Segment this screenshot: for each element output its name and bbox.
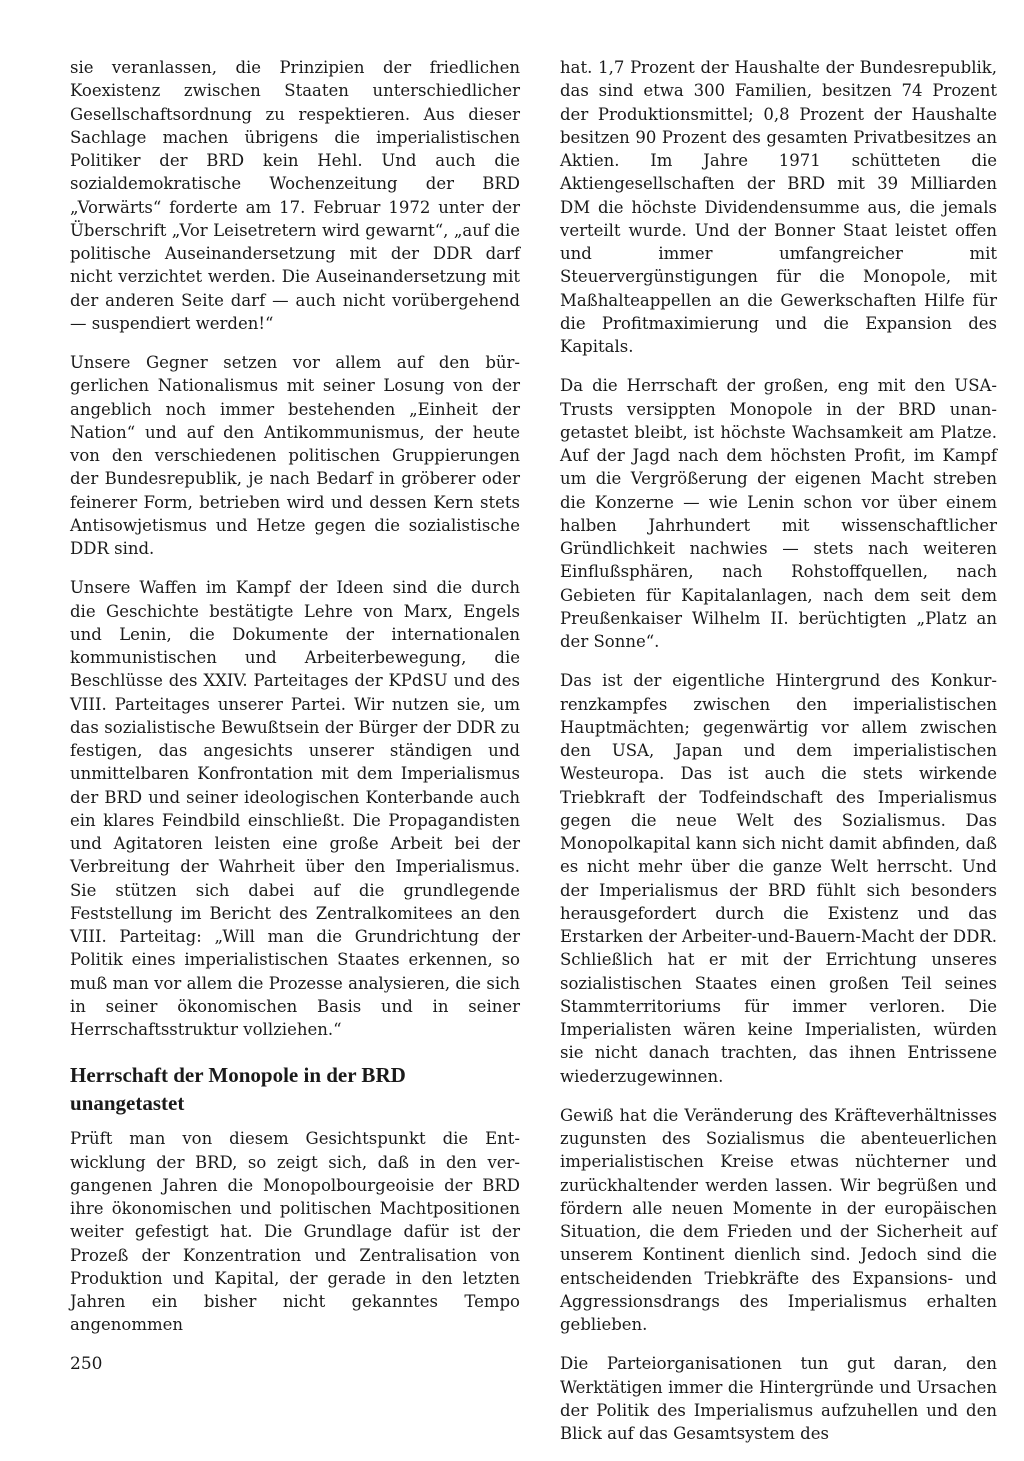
paragraph: Unsere Gegner setzen vor allem auf den bürgerlichen Nationalismus mit seiner Losung von der angeblich noch immer bestehenden „Einheit der Nation“ und auf den Antikommunismus, der heute von den verschiedenen politischen Gruppierungen der Bundesrepublik, je nach Bedarf in gröberer oder feinerer Form, betrieben wird und dessen Kern stets Antisowjetismus und Hetze gegen die sozialistische DDR sind. (70, 353, 520, 558)
right-column (560, 56, 997, 1461)
paragraph: Das ist der eigentliche Hintergrund des Konkurrenzkampfes zwischen den imperialistischen Hauptmächten; gegenwärtig vor allem zwischen den USA, Japan und dem imperialistischen Westeuropa. Das ist auch die stets wirkende Triebkraft der Todfeindschaft des Imperialismus gegen die neue Welt des Sozialismus. Das Monopolkapital kann sich nicht damit abfinden, daß es nicht mehr über die ganze Welt herrscht. Und der Imperialismus der BRD fühlt sich besonders herausgefordert durch die Existenz und das Erstarken der Arbeiter-und-Bauern-Macht der DDR. Schließlich hat er mit der Errichtung unseres sozialistischen Staates einen großen Teil seines Stammterritoriums für immer verloren. Die Imperialisten wären keine Imperialisten, würden sie nicht danach trachten, das ihnen Entrissene wiederzugewinnen. (560, 671, 998, 1086)
paragraph: hat. 1,7 Prozent der Haushalte der Bundesrepublik, das sind etwa 300 Familien, besitzen 74 Prozent der Produktionsmittel; 0,8 Prozent der Haushalte besitzen 90 Prozent des gesamten Privatbesitzes an Aktien. Im Jahre 1971 schütteten die Aktiengesellschaften der BRD mit 39 Milliarden DM die höchste Dividendensumme aus, die jemals verteilt wurde. Und der Bonner Staat leistet offen und immer umfangreicher mit Steuervergünstigungen für die Monopole, mit Maßhalteappellen an die Gewerkschaften Hilfe für die Profitmaximierung und die Expansion des Kapitals. (560, 58, 997, 356)
paragraph: sie veranlassen, die Prinzipien der friedlichen Koexistenz zwischen Staaten unterschiedlicher Gesellschaftsordnung zu respektieren. Aus dieser Sachlage machen übrigens die imperialistischen Politiker der BRD kein Hehl. Und auch die sozialdemokratische Wochenzeitung der BRD „Vorwärts“ forderte am 17. Februar 1972 unter der Überschrift „Vor Leisetretern wird gewarnt“, „auf die politische Auseinandersetzung mit der DDR darf nicht verzichtet werden. Die Auseinandersetzung mit der anderen Seite darf — auch nicht vorübergehend — suspendiert werden!“ (70, 58, 520, 333)
left-column (70, 56, 520, 1353)
paragraph: Unsere Waffen im Kampf der Ideen sind die durch die Geschichte bestätigte Lehre von Marx, Engels und Lenin, die Dokumente der internationalen kommunistischen und Arbeiterbewegung, die Beschlüsse des XXIV. Parteitages der KPdSU und des VIII. Parteitages unserer Partei. Wir nutzen sie, um das sozialistische Bewußtsein der Bürger der DDR zu festigen, das angesichts unserer ständigen und unmittelbaren Konfrontation mit dem Imperialismus der BRD und seiner ideologischen Konterbande auch ein klares Feindbild einschließt. Die Propagandisten und Agitatoren leisten eine große Arbeit bei der Verbreitung der Wahrheit über den Imperialismus. Sie stützen sich dabei auf die grundlegende Feststellung im Bericht des Zentralkomitees an den VIII. Parteitag: „Will man die Grundrichtung der Politik eines imperialistischen Staates erkennen, so muß man vor allem die Prozesse analysieren, die sich in seiner ökonomischen Basis und in seiner Herrschaftsstruktur vollziehen.“ (70, 578, 520, 1039)
paragraph: Da die Herrschaft der großen, eng mit den USA-Trusts versippten Monopole in der BRD unangetastet bleibt, ist höchste Wachsamkeit am Platze. Auf der Jagd nach dem höchsten Profit, im Kampf um die Vergrößerung der eigenen Macht streben die Konzerne — wie Lenin schon vor über einem halben Jahrhundert mit wissenschaftlicher Gründlichkeit nachwies — stets nach weiteren Einflußsphären, nach Rohstoffquellen, nach Gebieten für Kapitalanlagen, nach dem seit dem Preußenkaiser Wilhelm II. berüchtigten „Platz an der Sonne“. (560, 376, 997, 651)
section-heading: Herrschaft der Monopole in der BRD unangetastet (70, 1063, 406, 1116)
paragraph: Gewiß hat die Veränderung des Kräfteverhältnisses zugunsten des Sozialismus die abenteuerlichen imperialistischen Kreise etwas nüchterner und zurückhaltender werden lassen. Wir begrüßen und fördern alle neuen Momente in der europäischen Situation, die dem Frieden und der Sicherheit auf unserem Kontinent dienlich sind. Jedoch sind die entscheidenden Triebkräfte des Expansions- und Aggressionsdrangs des Imperialismus erhalten geblieben. (560, 1105, 997, 1334)
paragraph: Die Parteiorganisationen tun gut daran, den Werktätigen immer die Hintergründe und Ursachen der Politik des Imperialismus aufzuhellen und den Blick auf das Gesamtsystem des (560, 1354, 997, 1443)
page-number: 250 (70, 1354, 103, 1374)
paragraph: Prüft man von diesem Gesichtspunkt die Entwicklung der BRD, so zeigt sich, daß in den vergangenen Jahren die Monopolbourgeoisie der BRD ihre ökonomischen und politischen Machtpositionen weiter gefestigt hat. Die Grundlage dafür ist der Prozeß der Konzentration und Zentralisation von Produktion und Kapital, der gerade in den letzten Jahren ein bisher nicht gekanntes Tempo angenommen (70, 1129, 520, 1335)
